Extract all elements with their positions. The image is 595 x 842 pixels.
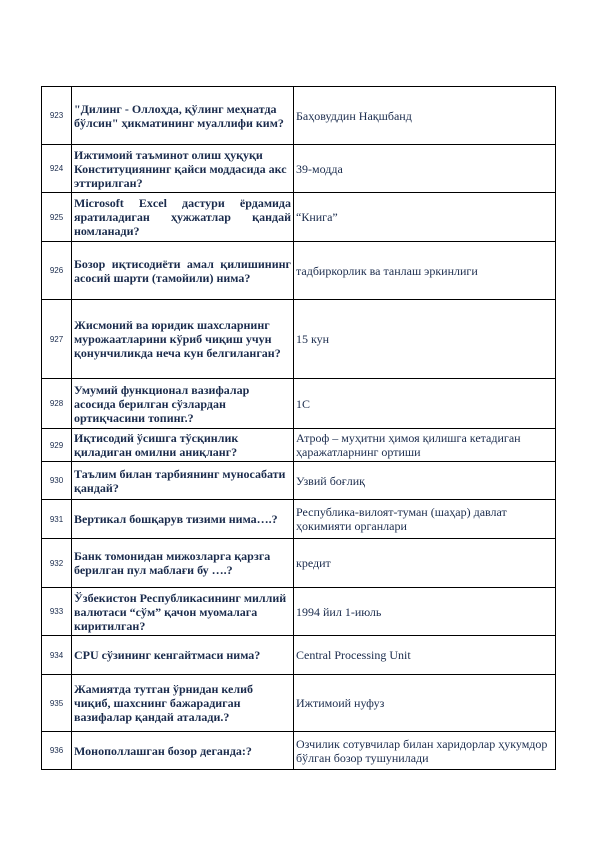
- answer-text: Узвий боғлиқ: [294, 462, 556, 500]
- question-text: Ижтимоий таъминот олиш ҳуқуқи Конституциянинг қайси моддасида акс эттирилган?: [72, 145, 294, 193]
- table-row: [42, 87, 556, 145]
- table-row: [42, 636, 556, 675]
- question-number: 935: [42, 675, 72, 732]
- question-number: 936: [42, 732, 72, 770]
- question-number: 934: [42, 636, 72, 675]
- question-text: Жисмоний ва юридик шахсларнинг мурожаатларини кўриб чиқиш учун қонунчиликда неча кун белгиланган?: [72, 300, 294, 379]
- answer-text: Баҳовуддин Нақшбанд: [294, 87, 556, 145]
- question-text: Microsoft Excel дастури ёрдамида яратиладиган ҳужжатлар қандай номланади?: [72, 193, 294, 242]
- question-number: 925: [42, 193, 72, 242]
- table-row: [42, 379, 556, 429]
- question-number: 932: [42, 539, 72, 588]
- answer-text: 15 кун: [294, 300, 556, 379]
- question-text: Монополлашган бозор деганда:?: [72, 732, 294, 770]
- question-number: 933: [42, 588, 72, 636]
- question-number: 923: [42, 87, 72, 145]
- question-text: Ўзбекистон Республикасининг миллий валютаси “сўм” қачон муомалага киритилган?: [72, 588, 294, 636]
- question-number: 924: [42, 145, 72, 193]
- question-number: 926: [42, 242, 72, 300]
- answer-text: Озчилик сотувчилар билан харидорлар ҳукумдор бўлган бозор тушунилади: [294, 732, 556, 770]
- table-row: [42, 429, 556, 462]
- table-row: [42, 732, 556, 770]
- question-number: 931: [42, 500, 72, 539]
- answer-text: Ижтимоий нуфуз: [294, 675, 556, 732]
- answer-text: “Книга”: [294, 193, 556, 242]
- question-text: Таълим билан тарбиянинг муносабати қандай?: [72, 462, 294, 500]
- answer-text: Республика-вилоят-туман (шаҳар) давлат ҳокимияти органлари: [294, 500, 556, 539]
- table-row: [42, 145, 556, 193]
- table-row: [42, 539, 556, 588]
- question-number: 928: [42, 379, 72, 429]
- question-text: "Дилинг - Оллоҳда, қўлинг меҳнатда бўлсин" ҳикматининг муаллифи ким?: [72, 87, 294, 145]
- question-text: CPU сўзининг кенгайтмаси нима?: [72, 636, 294, 675]
- question-text: Жамиятда тутган ўрнидан келиб чиқиб, шахснинг бажарадиган вазифалар қандай аталади.?: [72, 675, 294, 732]
- answer-text: тадбиркорлик ва танлаш эркинлиги: [294, 242, 556, 300]
- question-number: 930: [42, 462, 72, 500]
- question-number: 927: [42, 300, 72, 379]
- question-text: Бозор иқтисодиёти амал қилишининг асосий шарти (тамойили) нима?: [72, 242, 294, 300]
- table-row: [42, 500, 556, 539]
- answer-text: 39-модда: [294, 145, 556, 193]
- answer-text: 1С: [294, 379, 556, 429]
- answer-text: Central Processing Unit: [294, 636, 556, 675]
- table-row: [42, 462, 556, 500]
- table-row: [42, 193, 556, 242]
- answer-text: 1994 йил 1-июль: [294, 588, 556, 636]
- answer-text: кредит: [294, 539, 556, 588]
- question-text: Банк томонидан мижозларга қарзга берилган пул маблағи бу ….?: [72, 539, 294, 588]
- question-text: Умумий функционал вазифалар асосида берилган сўзлардан ортиқчасини топинг.?: [72, 379, 294, 429]
- question-text: Иқтисодий ўсишга тўсқинлик қиладиган омилни аниқланг?: [72, 429, 294, 462]
- table-row: [42, 242, 556, 300]
- table-row: [42, 300, 556, 379]
- question-text: Вертикал бошқарув тизими нима….?: [72, 500, 294, 539]
- table-row: [42, 588, 556, 636]
- answer-text: Атроф – муҳитни ҳимоя қилишга кетадиган ҳаражатларнинг ортиши: [294, 429, 556, 462]
- question-answer-table: [41, 86, 556, 770]
- question-number: 929: [42, 429, 72, 462]
- table-row: [42, 675, 556, 732]
